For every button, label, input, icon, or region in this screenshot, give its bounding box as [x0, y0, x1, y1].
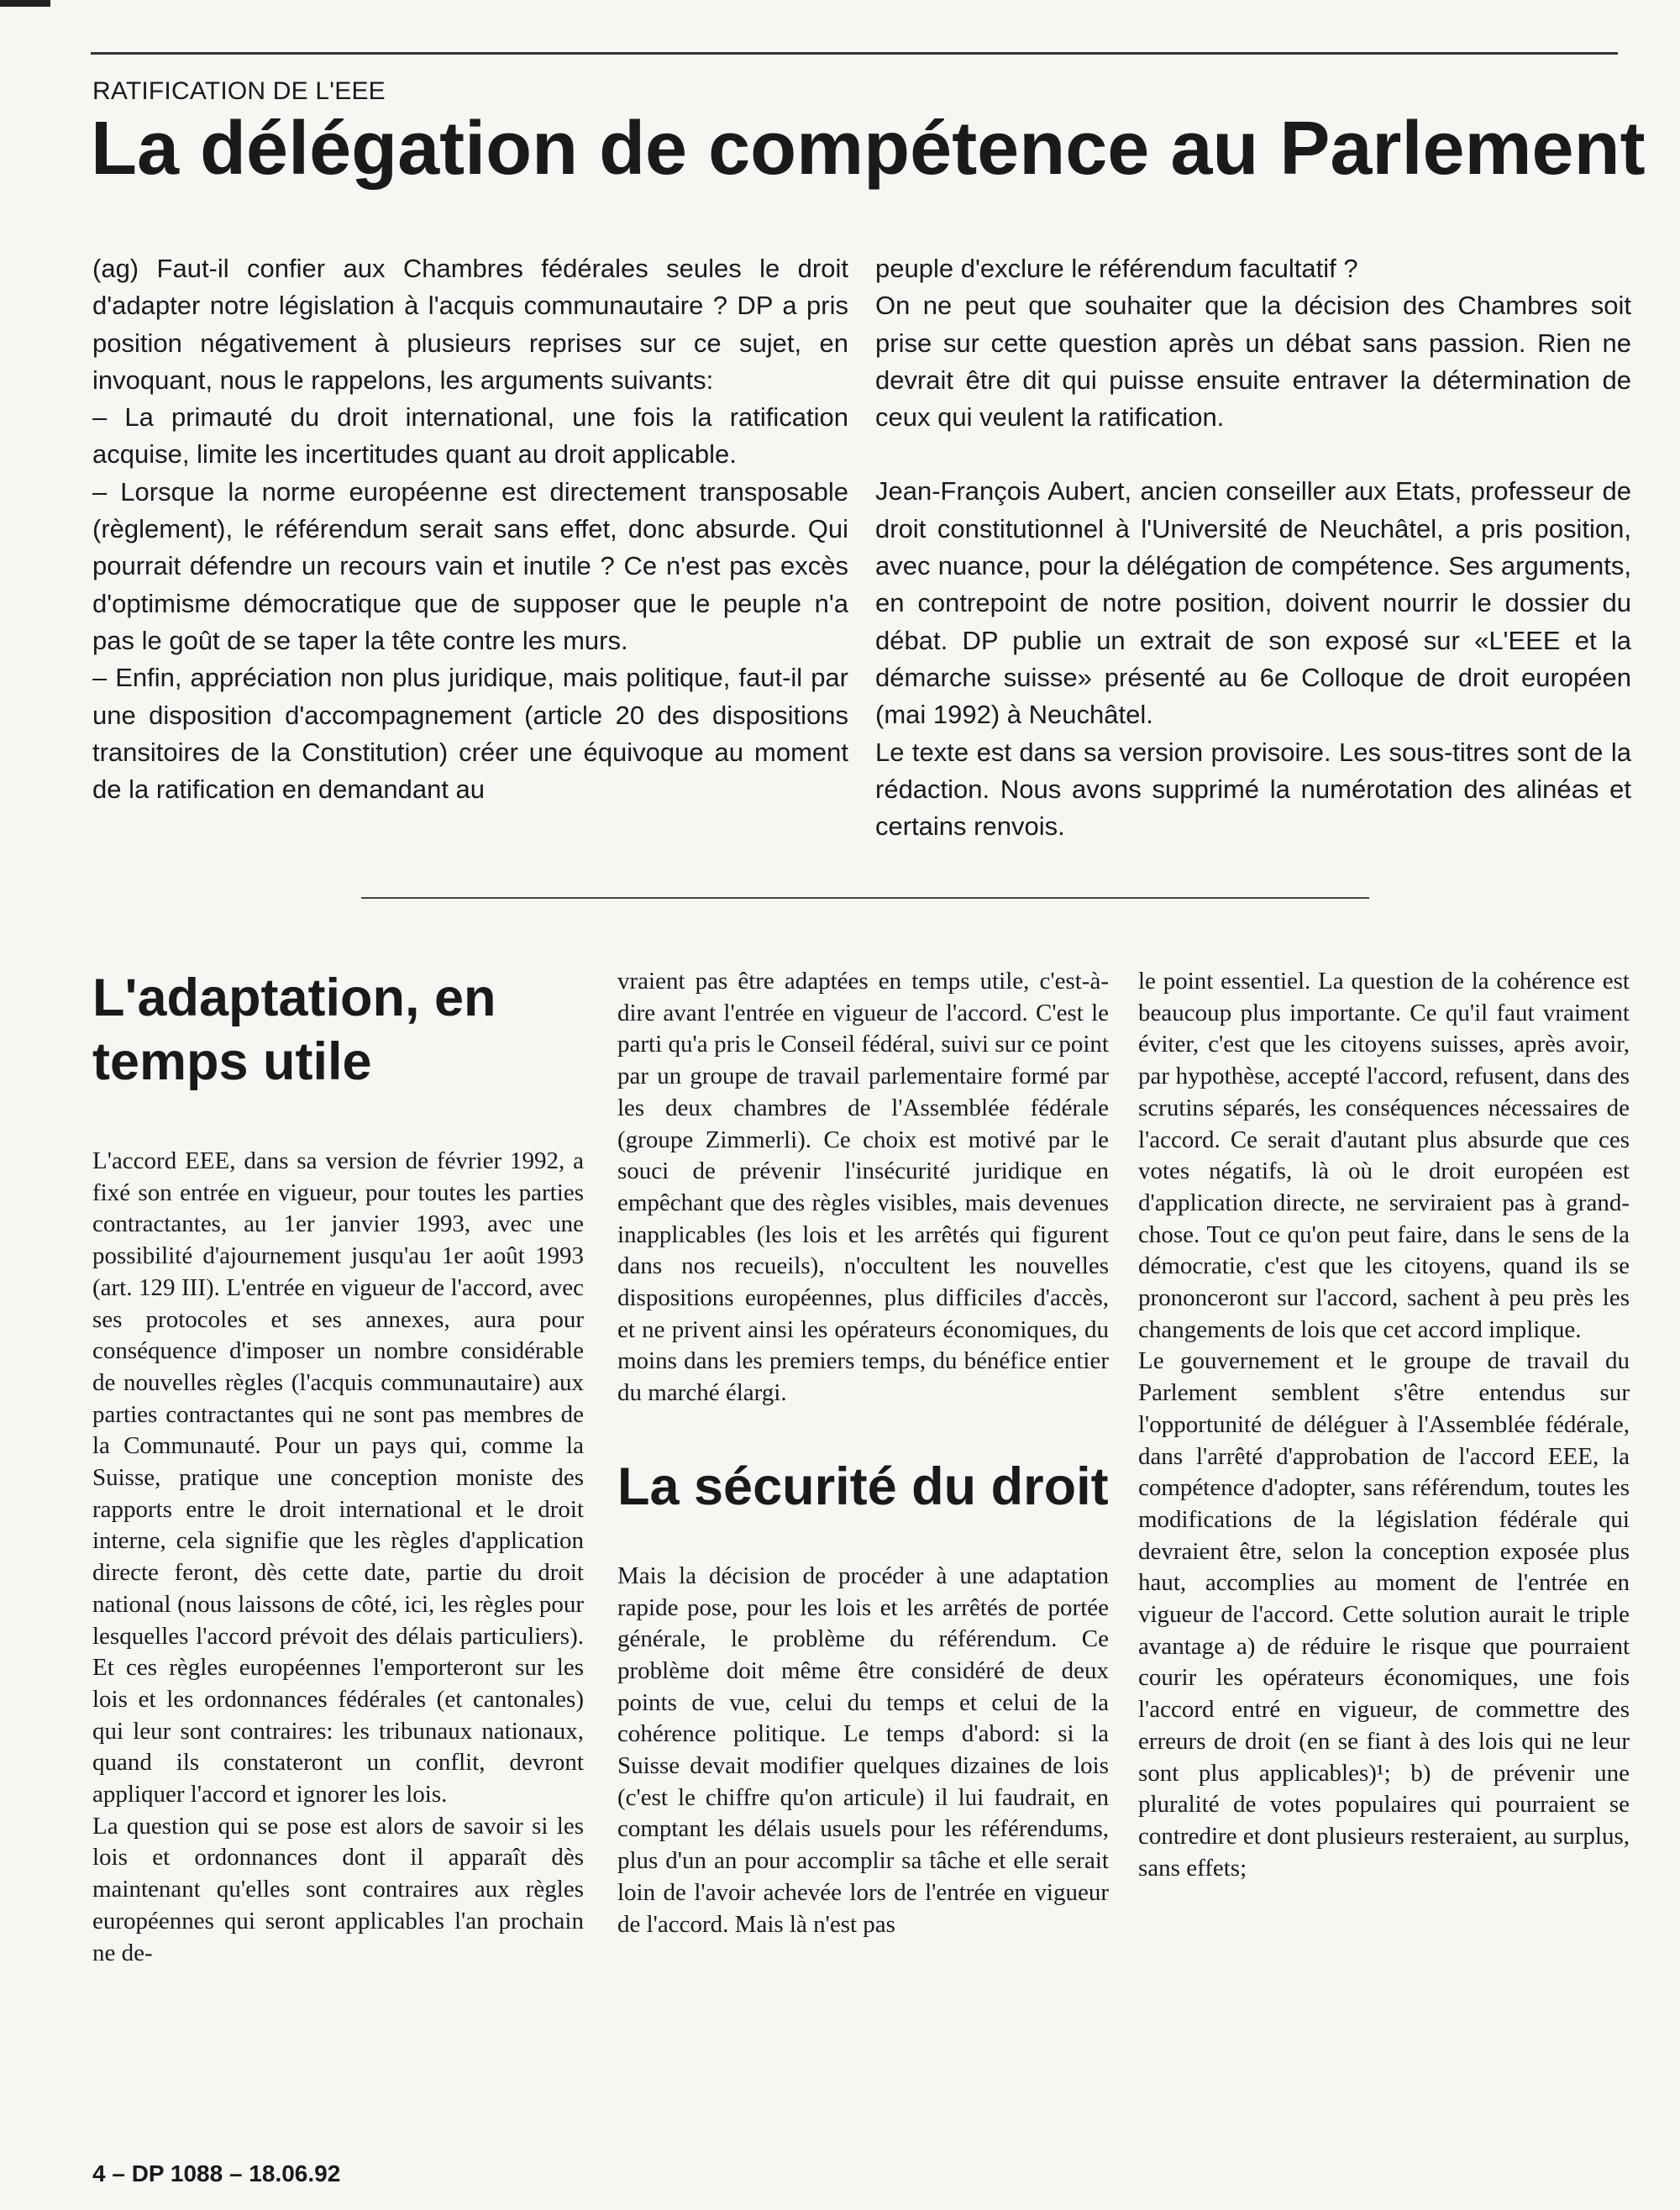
intro-paragraph: Jean-François Aubert, ancien conseiller aux Etats, professeur de droit constitutionnel à l'Université de Neuchâtel, a pris position, avec nuance, pour la délégation de compétence. Ses arguments, en contrepoint de notre position, doivent nourrir le dossier du débat. DP publie un extrait de son exposé sur «L'EEE et la démarche suisse» présenté au 6e Colloque de droit européen (mai 1992) à Neuchâtel.: [875, 476, 1631, 730]
intro-paragraph: On ne peut que souhaiter que la décision des Chambres soit prise sur cette question après un débat sans passion. Rien ne devrait être dit qui puisse ensuite entraver la détermination de ceux qui veulent la ratification.: [875, 291, 1631, 433]
article-paragraph: vraient pas être adaptées en temps utile, c'est-à-dire avant l'entrée en vigueur de l'accord. C'est le parti qu'a pris le Conseil fédéral, suivi sur ce point par un groupe de travail parlementaire formé par les deux chambres de l'Assemblée fédérale (groupe Zimmerli). Ce choix est motivé par le souci de prévenir l'insécurité juridique en empêchant que des règles visibles, mais devenues inapplicables (les lois et les arrêtés qui figurent dans nos recueils), n'occultent les nouvelles dispositions européennes, plus difficiles d'accès, et ne privent ainsi les opérateurs économiques, du moins dans les premiers temps, du bénéfice entier du marché élargi.: [617, 968, 1109, 1407]
intro-paragraph: peuple d'exclure le référendum facultatif ?: [875, 254, 1358, 283]
page-title: La délégation de compétence au Parlement: [91, 107, 1646, 191]
intro-paragraph: – Lorsque la norme européenne est directement transposable (règlement), le référendum serait sans effet, donc absurde. Qui pourrait défendre un recours vain et inutile ? Ce n'est pas excès d'optimisme démocratique que de supposer que le peuple n'a pas le goût de se taper la tête contre les murs.: [92, 476, 848, 655]
article-column-1: [92, 966, 584, 1969]
article-paragraph: le point essentiel. La question de la cohérence est beaucoup plus importante. Ce qu'il faut vraiment éviter, c'est que les citoyens suisses, après avoir, par hypothèse, accepté l'accord, refusent, dans des scrutins séparés, les conséquences nécessaires de l'accord. Ce serait d'autant plus absurde que ces votes négatifs, là où le droit européen est d'application directe, ne serviraient pas à grand-chose. Tout ce qu'on peut faire, dans le sens de la démocratie, c'est que les citoyens, quand ils se prononceront sur l'accord, sachent à peu près les changements de lois que cet accord implique.: [1138, 968, 1630, 1343]
article-column-3: [1138, 966, 1630, 1884]
intro-paragraph: Le texte est dans sa version provisoire. Les sous-titres sont de la rédaction. Nous avons supprimé la numérotation des alinéas et certains renvois.: [875, 737, 1631, 842]
intro-right-column: [875, 250, 1631, 845]
corner-mark: [0, 0, 50, 7]
article-paragraph: La question qui se pose est alors de savoir si les lois et ordonnances dont il apparaît dès maintenant qu'elles sont contraires aux règles européennes qui seront applicables l'an prochain ne de-: [92, 1812, 584, 1966]
intro-paragraph: (ag) Faut-il confier aux Chambres fédérales seules le droit d'adapter notre législation à l'acquis communautaire ? DP a pris position négativement à plusieurs reprises sur ce sujet, en invoquant, nous le rappelons, les arguments suivants:: [92, 254, 848, 395]
article-paragraph: Le gouvernement et le groupe de travail du Parlement semblent s'être entendus sur l'opportunité de déléguer à l'Assemblée fédérale, dans l'arrêté d'approbation de l'accord EEE, la compétence d'adopter, sans référendum, toutes les modifications de la législation fédérale qui devraient être, selon la conception exposée plus haut, accomplies au moment de l'entrée en vigueur de l'accord. Cette solution aurait le triple avantage a) de réduire le risque que pourraient courir les opérateurs économiques, une fois l'accord entré en vigueur, de commettre des erreurs de droit (en se fiant à des lois qui ne leur sont plus applicables)¹; b) de prévenir une pluralité de votes populaires qui pourraient se contredire et dont plusieurs resteraient, au surplus, sans effets;: [1138, 1347, 1630, 1882]
section-kicker: RATIFICATION DE L'EEE: [92, 77, 386, 105]
section-heading: La sécurité du droit: [617, 1457, 1109, 1516]
top-rule: [91, 52, 1618, 55]
section-divider: [361, 897, 1369, 899]
intro-left-column: [92, 250, 848, 808]
intro-paragraph: – Enfin, appréciation non plus juridique, mais politique, faut-il par une disposition d'accompagnement (article 20 des dispositions transitoires de la Constitution) créer une équivoque au moment de la ratification en demandant au: [92, 663, 848, 805]
intro-paragraph: – La primauté du droit international, une fois la ratification acquise, limite les incertitudes quant au droit applicable.: [92, 402, 848, 470]
article-paragraph: L'accord EEE, dans sa version de février 1992, a fixé son entrée en vigueur, pour toutes les parties contractantes, au 1er janvier 1993, avec une possibilité d'ajournement jusqu'au 1er août 1993 (art. 129 III). L'entrée en vigueur de l'accord, avec ses protocoles et ses annexes, aura pour conséquence d'imposer un nombre considérable de nouvelles règles (l'acquis communautaire) aux parties contractantes qui ne sont pas membres de la Communauté. Pour un pays qui, comme la Suisse, pratique une conception moniste des rapports entre le droit international et le droit interne, cela signifie que les règles d'application directe feront, dès cette date, partie du droit national (nous laissons de côté, ici, les règles pour lesquelles l'accord prévoit des délais particuliers). Et ces règles européennes l'emporteront sur les lois et les ordonnances fédérales (et cantonales) qui leur sont contraires: les tribunaux nationaux, quand ils constateront un conflit, devront appliquer l'accord et ignorer les lois.: [92, 1147, 584, 1808]
article-paragraph: Mais la décision de procéder à une adaptation rapide pose, pour les lois et les arrêtés de portée générale, le problème du référendum. Ce problème doit même être considéré de deux points de vue, celui du temps et celui de la cohérence politique. Le temps d'abord: si la Suisse devait modifier quelques dizaines de lois (c'est le chiffre qu'on articule) il lui faudrait, en comptant les délais usuels pour les référendums, plus d'un an pour accomplir sa tâche et elle serait loin de l'avoir achevée lors de l'entrée en vigueur de l'accord. Mais là n'est pas: [617, 1562, 1109, 1938]
article-column-2: [617, 966, 1109, 1940]
page-footer: 4 – DP 1088 – 18.06.92: [92, 2160, 341, 2186]
section-heading: L'adaptation, en temps utile: [92, 969, 496, 1091]
